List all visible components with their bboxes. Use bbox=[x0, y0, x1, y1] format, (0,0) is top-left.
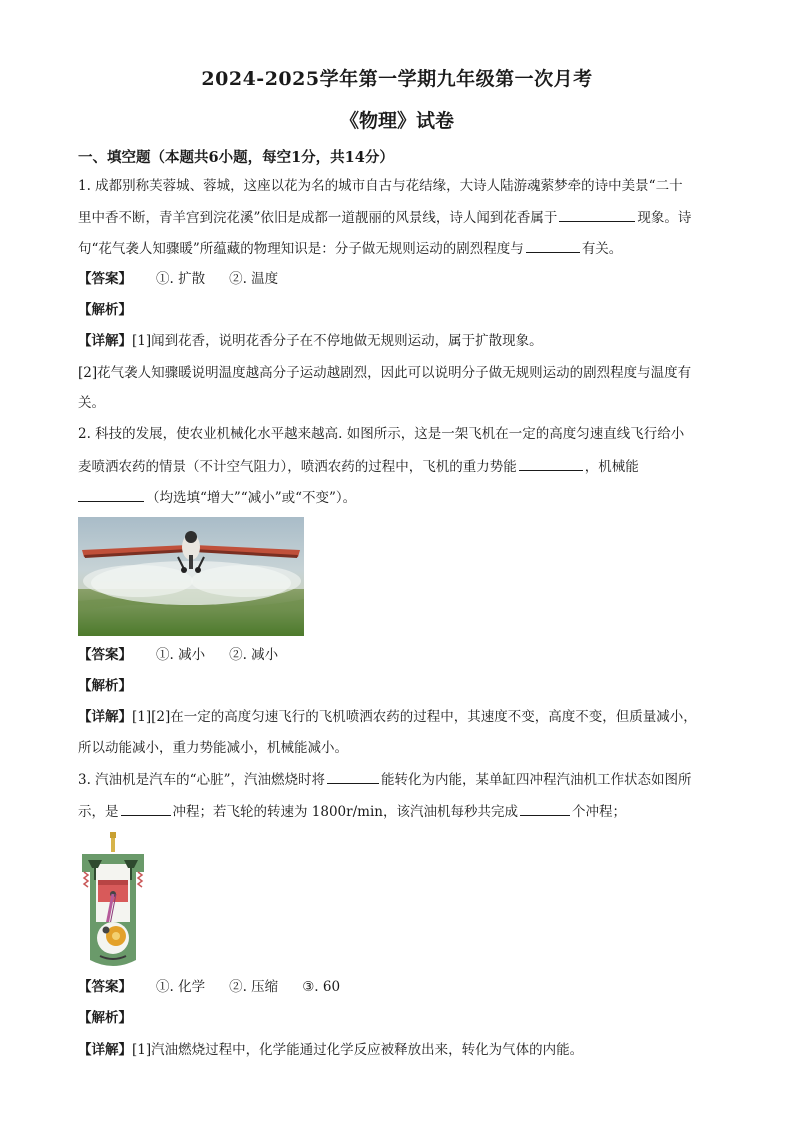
answer-blank bbox=[559, 207, 635, 222]
answer-blank bbox=[520, 801, 570, 816]
q1-line-3 bbox=[78, 238, 718, 259]
engine-illustration bbox=[78, 832, 148, 970]
q3-text: 能转化为内能，某单缸四冲程汽油机工作状态如图所 bbox=[380, 772, 692, 788]
analysis-tag: 【解析】 bbox=[78, 1010, 132, 1026]
q2-text: 麦喷洒农药的情景（不计空气阻力），喷洒农药的过程中，飞机的重力势能 bbox=[78, 459, 517, 475]
answer-option: ①. 化学 bbox=[156, 979, 206, 995]
q3-line-1 bbox=[78, 769, 718, 790]
q3-line-2 bbox=[78, 801, 718, 822]
plane-illustration bbox=[78, 517, 304, 636]
engine-cylinder-diagram bbox=[78, 832, 148, 970]
q1-detail-2: [2]花气袭人知骤暖说明温度越高分子运动越剧烈，因此可以说明分子做无规则运动的剧烈程度与温度有 bbox=[78, 365, 692, 381]
answer-blank bbox=[526, 238, 580, 253]
q2-text: （均选填“增大”“减小”或“不变”）。 bbox=[146, 490, 357, 506]
detail-tag: 【详解】 bbox=[78, 333, 132, 349]
crop-dusting-plane-photo bbox=[78, 517, 304, 636]
q1-line-2 bbox=[78, 207, 718, 228]
answer-blank bbox=[78, 487, 144, 502]
analysis-tag: 【解析】 bbox=[78, 678, 132, 694]
q2-answer bbox=[78, 645, 718, 665]
q2-line-2 bbox=[78, 456, 718, 477]
q1-text: 里中香不断，青羊宫到浣花溪”依旧是成都一道靓丽的风景线，诗人闻到花香属于 bbox=[78, 210, 558, 226]
q1-line-1: 1. 成都别称芙蓉城、蓉城，这座以花为名的城市自古与花结缘，大诗人陆游魂萦梦牵的诗中美景“二十 bbox=[78, 178, 683, 194]
q2-detail-1 bbox=[78, 707, 718, 727]
section-heading: 一、填空题（本题共6小题，每空1分，共14分） bbox=[78, 149, 394, 166]
q3-text: 示，是 bbox=[78, 804, 119, 820]
answer-option: ③. 60 bbox=[302, 979, 341, 995]
q3-detail-1 bbox=[78, 1040, 718, 1060]
answer-option: ②. 温度 bbox=[229, 271, 279, 287]
analysis-tag: 【解析】 bbox=[78, 302, 132, 318]
q1-text: 句“花气袭人知骤暖”所蕴藏的物理知识是：分子做无规则运动的剧烈程度与 bbox=[78, 241, 524, 257]
answer-blank bbox=[121, 801, 171, 816]
q1-detail-1 bbox=[78, 331, 718, 351]
q3-answer bbox=[78, 977, 718, 997]
q1-text: 现象。诗 bbox=[637, 210, 692, 226]
answer-blank bbox=[327, 769, 379, 784]
answer-option: ②. 减小 bbox=[229, 647, 279, 663]
detail-text: [1]闻到花香，说明花香分子在不停地做无规则运动，属于扩散现象。 bbox=[132, 333, 543, 349]
q3-text: 冲程；若飞轮的转速为 1800r/min，该汽油机每秒共完成 bbox=[172, 804, 518, 820]
answer-option: ①. 减小 bbox=[156, 647, 206, 663]
answer-blank bbox=[519, 456, 583, 471]
answer-option: ②. 压缩 bbox=[229, 979, 279, 995]
q1-answer bbox=[78, 269, 718, 289]
answer-tag: 【答案】 bbox=[78, 271, 132, 287]
answer-tag: 【答案】 bbox=[78, 647, 132, 663]
q1-detail-3: 关。 bbox=[78, 395, 105, 411]
q2-text: ，机械能 bbox=[584, 459, 639, 475]
detail-tag: 【详解】 bbox=[78, 1042, 132, 1058]
detail-text: [1]汽油燃烧过程中，化学能通过化学反应被释放出来，转化为气体的内能。 bbox=[132, 1042, 584, 1058]
q2-detail-2: 所以动能减小，重力势能减小，机械能减小。 bbox=[78, 740, 348, 756]
exam-subtitle: 《物理》试卷 bbox=[339, 110, 454, 132]
detail-text: [1][2]在一定的高度匀速飞行的飞机喷洒农药的过程中，其速度不变，高度不变，但质量减小， bbox=[132, 709, 697, 725]
answer-option: ①. 扩散 bbox=[156, 271, 206, 287]
q3-text: 3. 汽油机是汽车的“心脏”，汽油燃烧时将 bbox=[78, 772, 325, 788]
detail-tag: 【详解】 bbox=[78, 709, 132, 725]
q3-text: 个冲程； bbox=[571, 804, 626, 820]
exam-title: 2024-2025学年第一学期九年级第一次月考 bbox=[201, 68, 593, 90]
q2-line-1: 2. 科技的发展，使农业机械化水平越来越高. 如图所示，这是一架飞机在一定的高度匀速直线飞行给小 bbox=[78, 426, 685, 442]
q2-line-3 bbox=[78, 487, 718, 508]
answer-tag: 【答案】 bbox=[78, 979, 132, 995]
q1-text: 有关。 bbox=[581, 241, 623, 257]
